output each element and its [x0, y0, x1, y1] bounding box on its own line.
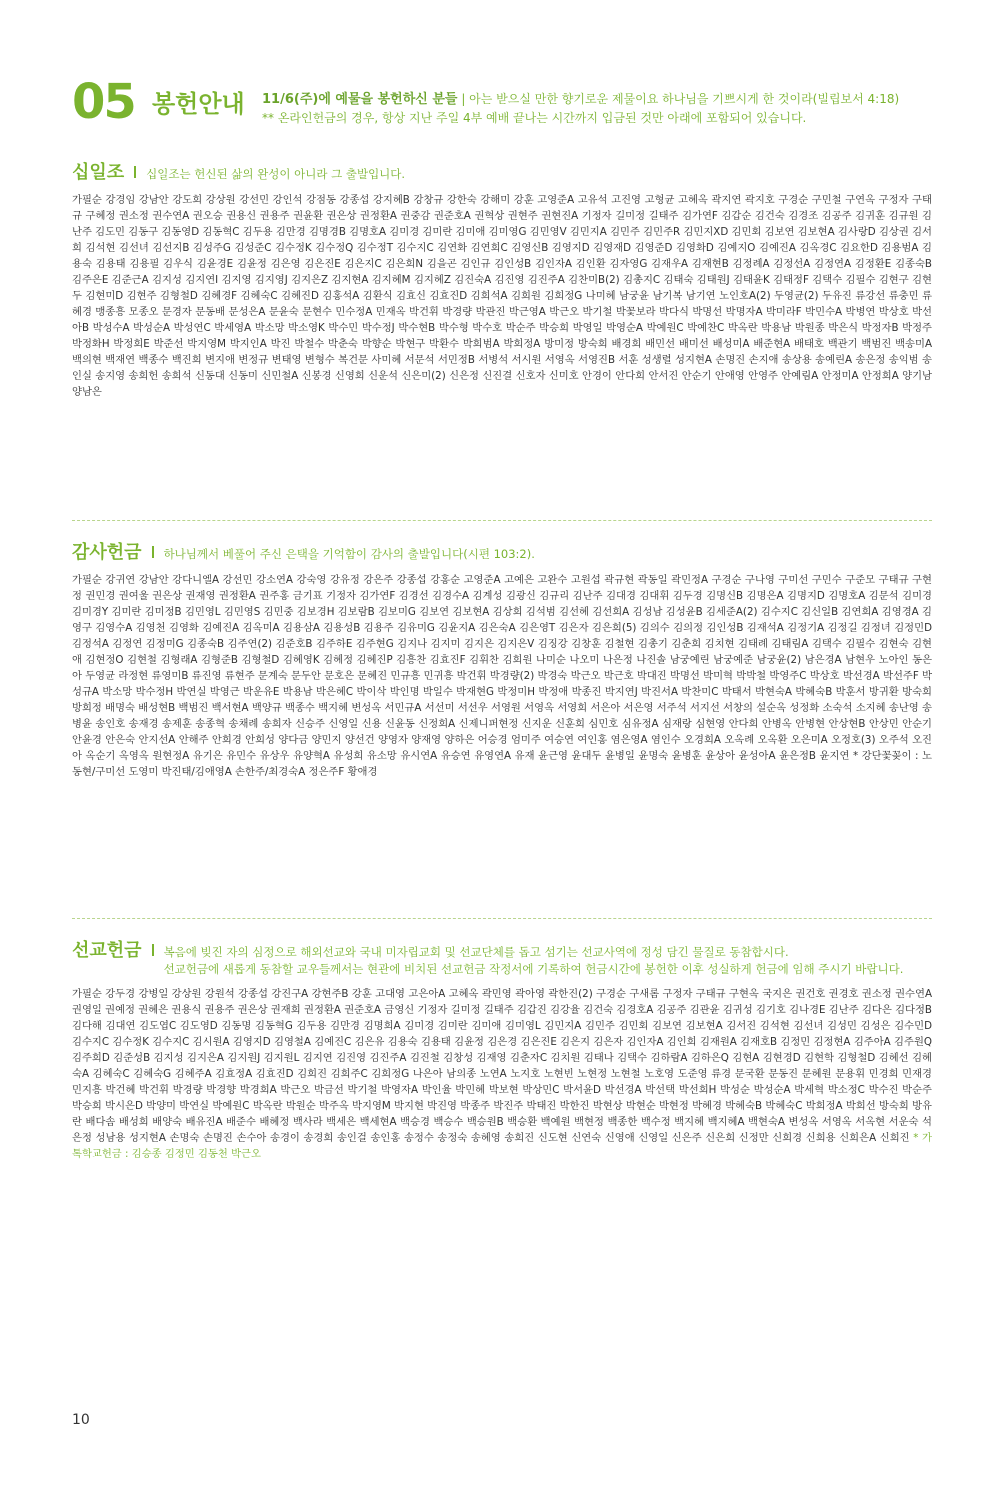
section-heading [72, 158, 932, 184]
section-thanksgiving [72, 538, 932, 780]
section-subtitle: 하나님께서 베풀어 주신 은택을 기억함이 감사의 출발입니다(시편 103:2). [163, 547, 535, 561]
donor-names: 가필순 강귀연 강남안 강다니엘A 강선민 강소연A 강숙영 강유정 강은주 강종섭 강홍순 고영준A 고예은 고완수 고원섭 곽규현 곽동일 곽민정A 구경순 구나영 구미선 구민수 구준모 구태규 구현정 권민경 권여울 권은상 권재영 권정환A 권주홍 금기표 기정자 김가연F 김경선 김경수A 김계성 김광신 김규리 김난주 김대경 김대휘 김두경 김명신B 김명은A 김명지D 김명호A 김문석 김미경 김미경Y 김미란 김미정B 김민영L 김민영S 김민중 김보경H 김보람B 김보미G 김보연 김보현A 김상희 김석범 김선혜 김선희A 김성남 김성윤B 김세준A(2) 김수지C 김신일B 김연희A 김영경A 김영구 김영수A 김영천 김영화 김예진A 김옥미A 김용삼A 김용성B 김용주 김유미G 김윤지A 김은숙A 김은영T 김은자 김은희(5) 김의수 김의정 김인성B 김재석A 김정기A 김정길 김정녀 김정민D 김정석A 김정연 김정미G 김종숙B 김주연(2) 김준호B 김주하E 김주현G 김지나 김지미 김지은 김지은V 김징강 김창훈 김철현 김총기 김춘희 김치현 김태례 김태림A 김택수 김필수 김현숙 김현애 김현정O 김현철 김형래A 김형준B 김형철D 김혜영K 김혜정 김혜진P 김흥찬 김효진F 김휘찬 김희원 나미순 나오미 나은정 나진솔 남궁예린 남궁예준 남궁윤(2) 남은경A 남현우 노아인 동은아 두영균 라정현 류영미B 류진영 류현주 문계숙 문두안 문호은 문혜진 민규흥 민귀흥 박건휘 박경량(2) 박경숙 박근오 박근호 박대진 박명선 박미혁 박박철 박영주C 박상호 박선경A 박선주F 박성규A 박소망 박수정H 박연실 박영근 박운유E 박용남 박은혜C 박이삭 박인명 박일수 박재현G 박정미H 박정애 박종진 박지연J 박진서A 박찬미C 박태서 박현숙A 박혜숙B 박훈서 방귀환 방숙희 방희정 배명숙 배성현B 백범진 백서현A 백양규 백종수 백지혜 변성옥 서민규A 서선미 서선우 서영원 서영옥 서영희 서은아 서은영 서주석 서지선 서창의 설순옥 성정화 소숙석 소지혜 송난영 송병윤 송인호 송재경 송제훈 송종혁 송채례 송희자 신승주 신영일 신용 신윤동 신정희A 신제니퍼현정 신지운 신훈희 심민호 심유정A 심재랑 심현영 안다희 안병옥 안병현 안상현B 안상민 안순기 안윤경 안은숙 안지선A 안해주 안희경 안희성 양다금 양민지 양선건 양영자 양재영 양하은 어승경 엄미주 여승연 여인홍 염은영A 염인수 오경희A 오옥례 오옥환 오은미A 오정호(3) 오주석 오진아 옥순기 옥영옥 원현정A 유기은 유민수 유상우 유양혁A 유성희 유소망 유시연A 유승연 유영연A 유재 윤근영 윤대두 윤병일 윤명숙 윤병훈 윤상아 윤성아A 윤은정B 윤지연 [72, 574, 932, 762]
header-note: ** 온라인헌금의 경우, 항상 지난 주일 4부 예배 끝나는 시간까지 입금된 것만 아래에 포함되어 있습니다. [262, 111, 807, 125]
header-lead: 11/6(주)에 예물을 봉헌하신 분들 [262, 92, 458, 107]
altar-flowers-note: * 강단꽃꽂이 : 노동현/구미선 도영미 박진태/김애영A 손한주/최경숙A 정은주F 황애경 [72, 750, 932, 778]
section-heading [72, 936, 932, 978]
school-offering-note: * 가톡학교헌금 : 김승종 김정민 김동천 박근오 [72, 1132, 933, 1160]
section-subtitle: 십일조는 헌신된 삶의 완성이 아니라 그 출발입니다. [146, 167, 406, 181]
subtitle-line-1: 복음에 빚진 자의 심정으로 해외선교와 국내 미자립교회 및 선교단체를 돕고 섬기는 선교사역에 정성 담긴 물질로 동참합시다. [163, 945, 789, 959]
section-subtitle [164, 944, 904, 978]
header-separator: | [461, 92, 470, 106]
section-divider [72, 918, 932, 919]
section-divider [72, 520, 932, 521]
donor-names: 가필순 강두경 강병일 강상원 강원석 강종섭 강진구A 강현주B 강훈 고대영 고은아A 고혜옥 곽민영 곽아영 곽한진(2) 구경순 구새롬 구정자 구태규 구현옥 국지은 권건호 권경호 권소정 권수연A 권영일 권예정 권혜은 권용식 권용주 권은상 권재희 권정환A 권준호A 금영신 기정자 길미정 길태주 김갑진 김강율 김건숙 김경호A 김공주 김관윤 김귀성 김기호 김나경E 김난주 김다은 김다정B 김다해 김대연 김도엽C 김도영D 김동명 김동혁G 김두용 김만경 김명희A 김미경 김미란 김미애 김미영L 김민지A 김민주 김민회 김보연 김보현A 김서진 김석현 김선녀 김성민 김성은 김수민D 김수지C 김수정K 김수지C 김시원A 김영지D 김영철A 김예진C 김은유 김용숙 김용태 김윤정 김은경 김은진E 김은지 김은자 김인자A 김인희 김재원A 김재호B 김정민 김정현A 김주아A 김주원Q 김주희D 김준성B 김지성 김지은A 김지원J 김지원L 김지연 김진영 김진주A 김진철 김창성 김재영 김춘자C 김치원 김태나 김택수 김하람A 김하은Q 김현A 김현경D 김현학 김형철D 김혜선 김혜숙A 김혜숙C 김혜숙G 김혜주A 김효정A 김효진D 김희진 김희주C 김희정G 나은아 남의종 노연A 노지호 노현빈 노현정 노현철 노호영 도준영 류경 문국환 문동진 문혜원 문용휘 민경희 민재경 민지흥 박건혜 박건휘 박경량 박경향 박경희A 박근오 박금선 박기철 박영자A 박인율 박민혜 박보현 박상민C 박서윤D 박선경A 박선택 박선희H 박성순 박성순A 박세혁 박소정C 박수진 박순주 박승희 박시은D 박양미 박연실 박예원C 박옥란 박원순 박주옥 박지영M 박지현 박진영 박종주 박진주 박태진 박한진 박현상 박현순 박현정 박혜경 박혜숙B 박혜숙C 박희정A 박희선 방숙희 방유란 배다솜 배성희 배양숙 배유진A 배준수 배혜정 백사라 백세은 백세현A 백승경 백승수 백승원B 백승환 백예원 백현정 백종한 백수정 백지혜 백지혜A 백현숙A 변성옥 서영옥 서옥현 서운숙 석은정 성남용 성지현A 손명숙 손명진 손수아 송경이 송경희 송인걸 송인홍 송정수 송정숙 송혜영 송희진 신도현 신연숙 신영애 신영일 신은주 신은희 신정만 신희경 신희용 신희은A 신희진 [72, 988, 932, 1144]
section-title: 십일조 [72, 162, 125, 183]
header-quote: 아는 받으실 만한 향기로운 제물이요 하나님을 기쁘시게 한 것이라(빌립보서 4:18) [469, 92, 900, 106]
donor-list [72, 986, 932, 1162]
section-number: 05 [72, 74, 135, 130]
header-subtitle [262, 90, 962, 127]
donor-list: 가필순 강경임 강남안 강도희 강상원 강선민 강인석 강점동 강종섭 강지혜B 강창규 강한숙 강해미 강훈 고영준A 고유석 고진영 고형균 고혜옥 곽지연 곽지호 구경순 구민철 구연옥 구정자 구태규 구혜정 권소정 권수연A 권오승 권용신 권용주 권윤환 권은상 권정환A 권중감 권준호A 권혁상 권현주 권현진A 기정자 길미정 길태주 김가연F 김갑순 김건숙 김경조 김공주 김귀훈 김규원 김난주 김도민 김동구 김동영D 김동혁C 김두용 김만경 김명경B 김명호A 김미경 김미란 김미애 김미영G 김민영V 김민지A 김민주 김민주R 김민지XD 김민회 김보연 김보현A 김사랑D 김상권 김서희 김석현 김선녀 김선지B 김성주G 김성준C 김수정K 김수정Q 김수정T 김수지C 김연화 김연희C 김영신B 김영지D 김영재D 김영준D 김영화D 김예지O 김예진A 김옥경C 김요한D 김용범A 김용숙 김용태 김용필 김우식 김윤경E 김윤정 김은영 김은진E 김은지C 김은희N 김을곤 김인규 김인성B 김인자A 김인환 김자영G 김재우A 김재현B 김정례A 김정선A 김정연A 김정환E 김종숙B 김주은E 김준근A 김지성 김지연I 김지영 김지영J 김지은Z 김지현A 김지혜M 김지혜Z 김진숙A 김진영 김진주A 김찬미B(2) 김총지C 김태숙 김태원J 김태윤K 김태정F 김택수 김필수 김현구 김현두 김현미D 김현주 김형철D 김혜경F 김혜숙C 김혜진D 김홍석A 김환식 김효신 김효진D 김희석A 김희원 김희정G 나미혜 남궁윤 남기복 남기연 노인호A(2) 두영균(2) 두유진 류강선 류충민 류혜경 맹종흥 모종오 문경자 문동배 문성은A 문윤숙 문현수 민수정A 민재옥 박건휘 박경량 박관진 박근영A 박근오 박기철 박꽃보라 박다식 박명선 박명자A 박미라F 박민수A 박병연 박상호 박선아B 박성수A 박성순A 박성연C 박세영A 박소망 박소영K 박수민 박수정J 박수현B 박수형 박수호 박순주 박승희 박영일 박영순A 박예원C 박예찬C 박옥란 박용남 박원종 박은식 박정자B 박정주 박정화H 박정희E 박준선 박지영M 박지인A 박진 박철수 박춘숙 박향순 박현구 박환수 박희범A 박희정A 방미정 방숙희 배경희 배민선 배미선 배성미A 배준현A 배태호 백관기 백범진 백송미A 백의현 백재연 백종수 백진희 변지애 변정규 변태영 변형수 복건문 사미혜 서문석 서민정B 서병석 서시원 서영옥 서영진B 서훈 성생렬 성지현A 손명진 손지애 송상용 송예린A 송은정 송익범 송인실 송지영 송희헌 송희석 신동대 신동미 신민철A 신봉경 신영희 신운석 신은미(2) 신은정 신진결 신호자 신미호 안경이 안다희 안서진 안순기 안애영 안영주 안예림A 안정미A 안정희A 양기남 양남은 [72, 194, 932, 398]
page-number: 10 [72, 1412, 90, 1428]
section-tithe [72, 158, 932, 400]
section-title: 감사헌금 [72, 542, 142, 563]
page-header [72, 74, 952, 140]
heading-bar [134, 166, 136, 178]
subtitle-line-2: 선교헌금에 새롭게 동참할 교우들께서는 현관에 비치된 선교헌금 작정서에 기록하여 헌금시간에 봉헌한 이후 성실하게 헌금에 임해 주시기 바랍니다. [163, 962, 904, 976]
heading-bar [152, 546, 154, 558]
page-title: 봉헌안내 [152, 90, 245, 118]
section-title: 선교헌금 [72, 940, 142, 961]
section-mission [72, 936, 932, 1162]
heading-bar [152, 944, 154, 956]
section-heading [72, 538, 932, 564]
donor-list [72, 572, 932, 780]
